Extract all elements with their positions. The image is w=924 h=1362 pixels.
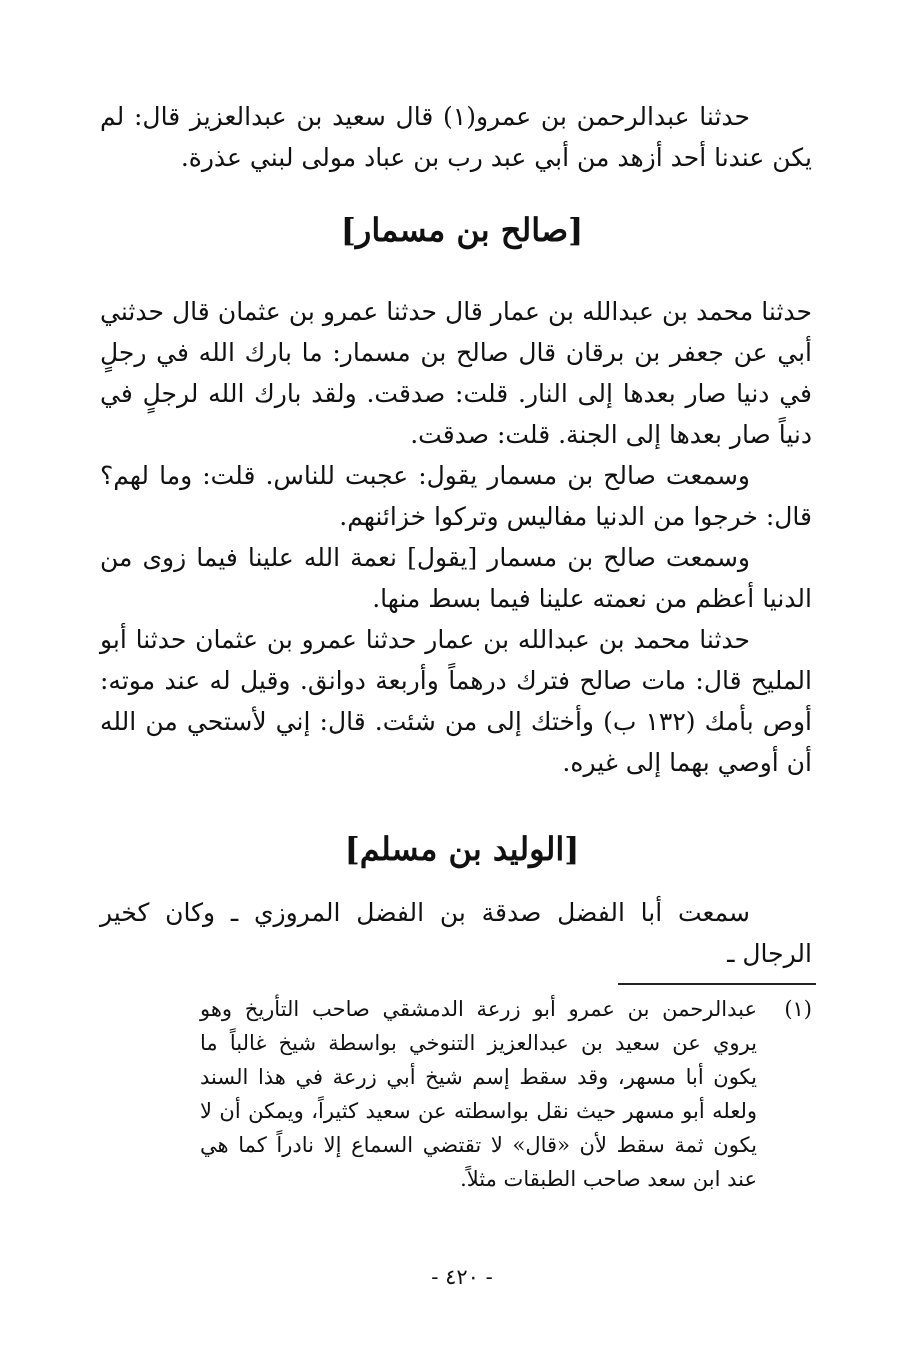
footnote-separator — [618, 983, 816, 985]
footnote-text: عبدالرحمن بن عمرو أبو زرعة الدمشقي صاحب التأريخ وهو يروي عن سعيد بن عبدالعزيز التنوخي بواسطة شيخ غالباً ما يكون أبا مسهر، وقد سقط إسم شيخ أبي زرعة في هذا السند ولعله أبو مسهر حيث نقل بواسطته عن سعيد كثيراً، ويمكن أن لا يكون ثمة سقط لأن «قال» لا تقتضي السماع إلا نادراً كما هي عند ابن سعد صاحب الطبقات مثلاً. — [200, 997, 757, 1191]
opening-text — [100, 96, 812, 178]
paragraph: حدثنا محمد بن عبدالله بن عمار قال حدثنا عمرو بن عثمان قال حدثني أبي عن جعفر بن برقان قال صالح بن مسمار: ما بارك الله في رجلٍ في دنيا صار بعدها إلى النار. قلت: صدقت. ولقد بارك الله لرجلٍ في دنياً صار بعدها إلى الجنة. قلت: صدقت. — [100, 297, 812, 449]
paragraph: وسمعت صالح بن مسمار [يقول] نعمة الله علينا فيما زوى من الدنيا أعظم من نعمته علينا فيما بسط منها. — [100, 543, 812, 613]
section-walid-body — [100, 892, 812, 974]
paragraph: سمعت أبا الفضل صدقة بن الفضل المروزي ـ وكان كخير الرجال ـ — [100, 898, 812, 968]
section-salih-body — [100, 291, 812, 783]
section-heading-walid: [الوليد بن مسلم] — [344, 830, 580, 868]
opening-paragraph: حدثنا عبدالرحمن بن عمرو(١) قال سعيد بن عبدالعزيز قال: لم يكن عندنا أحد أزهد من أبي عبد رب بن عباد مولى لبني عذرة. — [100, 102, 812, 172]
footnote-number: (١) — [784, 997, 812, 1021]
page-number: - ٤٢٠ - — [431, 1265, 493, 1289]
section-heading-salih: [صالح بن مسمار] — [340, 211, 584, 249]
paragraph: وسمعت صالح بن مسمار يقول: عجبت للناس. قلت: وما لهم؟ قال: خرجوا من الدنيا مفاليس وتركوا خزائنهم. — [100, 461, 812, 531]
paragraph: حدثنا محمد بن عبدالله بن عمار حدثنا عمرو بن عثمان حدثنا أبو المليح قال: مات صالح فترك درهماً وأربعة دوانق. وقيل له عند موته: أوص بأمك (١٣٢ ب) وأختك إلى من شئت. قال: إني لأستحي من الله أن أوصي بهما إلى غيره. — [100, 625, 812, 777]
footnote — [200, 992, 812, 1196]
